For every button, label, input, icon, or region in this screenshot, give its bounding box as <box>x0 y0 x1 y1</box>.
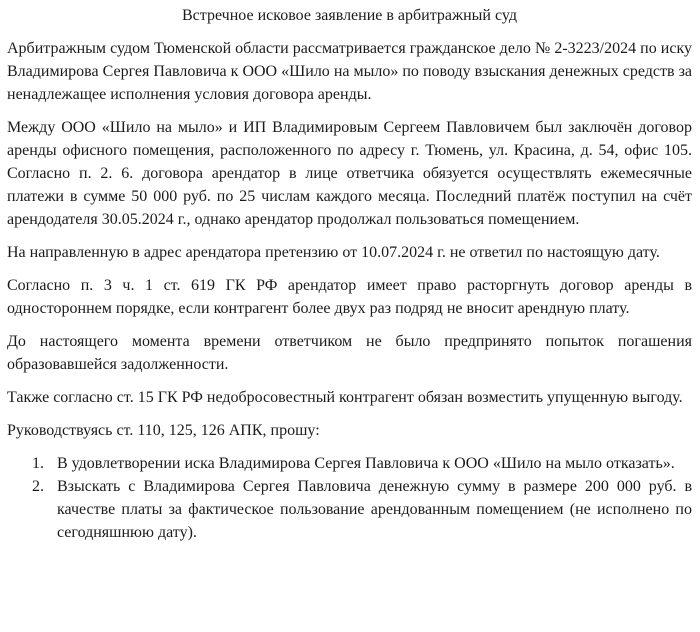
petition-list <box>7 452 692 544</box>
paragraph-claim-letter: На направленную в адрес арендатора претензию от 10.07.2024 г. не ответил по настоящую дату. <box>7 244 660 261</box>
paragraph-petition-lead: Руководствуясь ст. 110, 125, 126 АПК, прошу: <box>7 422 320 439</box>
petition-item <box>7 475 692 544</box>
paragraph-law-15: Также согласно ст. 15 ГК РФ недобросовестный контрагент обязан возместить упущенную выгоду. <box>7 389 683 406</box>
paragraph-debt-status: До настоящего момента времени ответчиком не было предпринято попыток погашения образовавшейся задолженности. <box>7 333 692 373</box>
petition-item-number: 1. <box>32 455 44 472</box>
petition-item-text: В удовлетворении иска Владимирова Сергея Павловича к ООО «Шило на мыло отказать». <box>57 455 675 472</box>
paragraph-lease-contract: Между ООО «Шило на мыло» и ИП Владимировым Сергеем Павловичем был заключён договор аренды офисного помещения, расположенного по адресу г. Тюмень, ул. Красина, д. 54, офис 105. Согласно п. 2. 6. договора арендатор в лице ответчика обязуется осуществлять ежемесячные платежи в сумме 50 000 руб. по 25 числам каждого месяца. Последний платёж поступил на счёт арендодателя 30.05.2024 г., однако арендатор продолжал пользоваться помещением. <box>7 119 692 228</box>
petition-item <box>7 452 692 475</box>
document-title: Встречное исковое заявление в арбитражный суд <box>182 7 517 24</box>
paragraph-law-619: Согласно п. 3 ч. 1 ст. 619 ГК РФ арендатор имеет право расторгнуть договор аренды в одностороннем порядке, если контрагент более двух раз подряд не вносит арендную плату. <box>7 277 692 317</box>
petition-item-text: Взыскать с Владимирова Сергея Павловича денежную сумму в размере 200 000 руб. в качестве платы за фактическое пользование арендованным помещением (не исполнено по сегодняшнюю дату). <box>57 478 692 541</box>
petition-item-number: 2. <box>32 478 44 495</box>
paragraph-case-intro: Арбитражным судом Тюменской области рассматривается гражданское дело № 2-3223/2024 по иску Владимирова Сергея Павловича к ООО «Шило на мыло» по поводу взыскания денежных средств за ненадлежащее исполнения условия договора аренды. <box>7 40 692 103</box>
